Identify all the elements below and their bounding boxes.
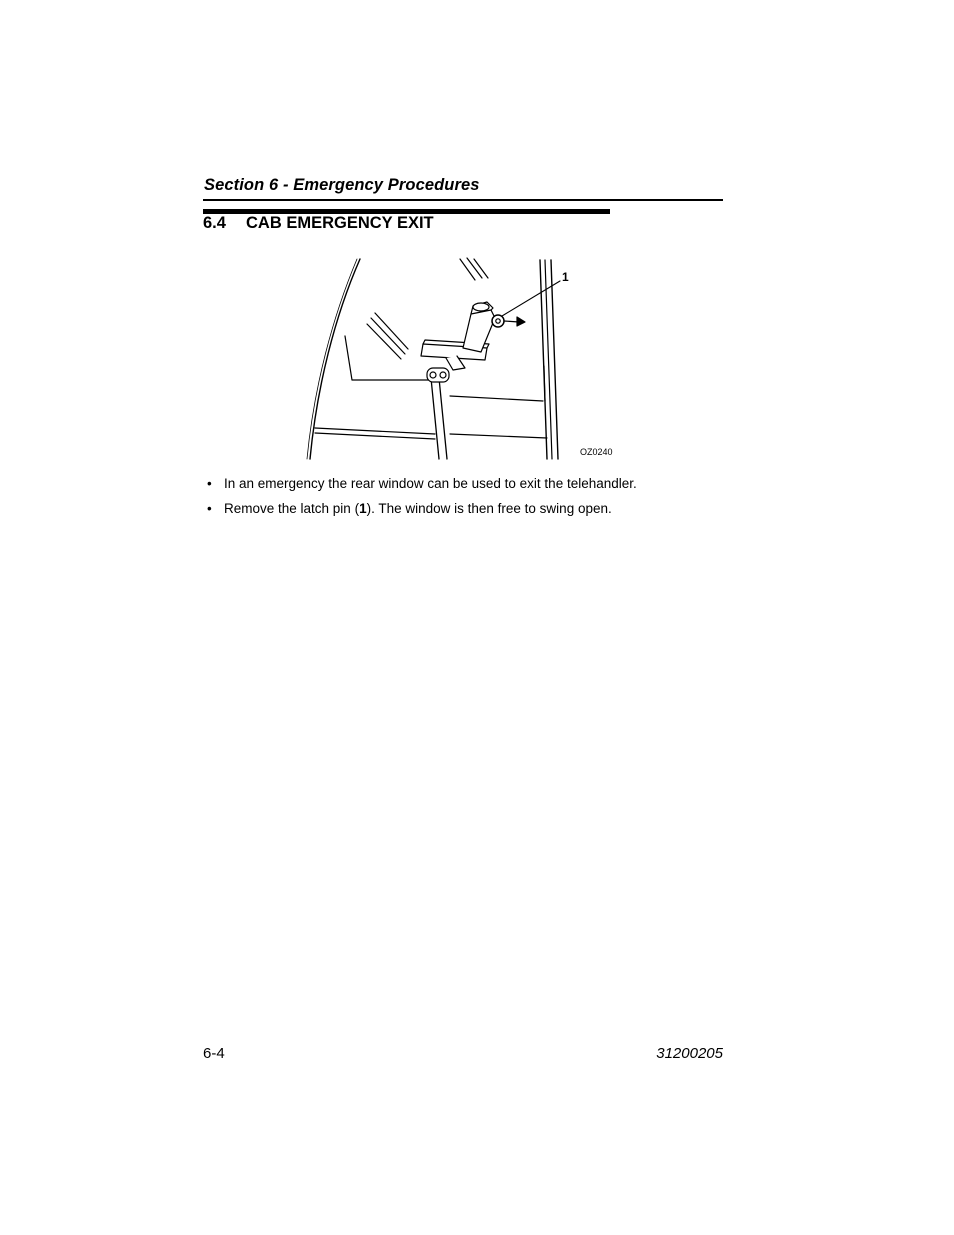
list-item-text xyxy=(224,500,612,517)
document-number: 31200205 xyxy=(656,1045,723,1062)
heading-title: CAB EMERGENCY EXIT xyxy=(246,214,434,232)
bullet-marker: • xyxy=(207,501,212,516)
section-heading xyxy=(203,214,434,233)
list-item-text: In an emergency the rear window can be used to exit the telehandler. xyxy=(224,476,637,491)
callout-reference: 1 xyxy=(359,501,367,516)
figure-code: OZ0240 xyxy=(580,447,613,457)
instruction-list xyxy=(207,475,727,525)
section-header: Section 6 - Emergency Procedures xyxy=(204,176,480,194)
bullet-marker: • xyxy=(207,476,212,491)
page-number: 6-4 xyxy=(203,1045,225,1062)
list-item xyxy=(207,475,727,492)
cab-window-latch-illustration xyxy=(305,256,625,462)
header-rule-thin xyxy=(203,199,723,201)
list-item-text-post: ). The window is then free to swing open. xyxy=(366,501,612,516)
figure-callout-1: 1 xyxy=(562,270,569,284)
heading-number: 6.4 xyxy=(203,214,226,232)
list-item-text-pre: Remove the latch pin ( xyxy=(224,501,360,516)
list-item xyxy=(207,500,727,517)
